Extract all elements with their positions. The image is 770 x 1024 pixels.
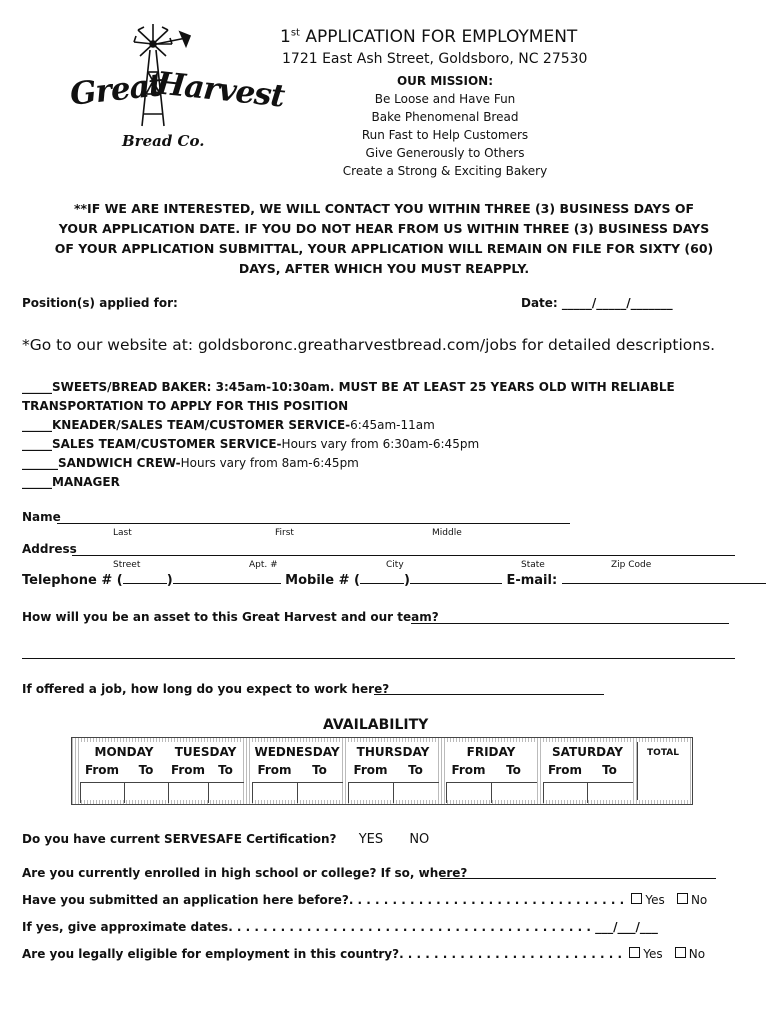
mobile-number-field[interactable] bbox=[410, 583, 502, 584]
monday-from-cell[interactable] bbox=[80, 782, 125, 803]
availability-table bbox=[71, 737, 693, 805]
name-field[interactable] bbox=[57, 523, 570, 524]
name-middle-caption: Middle bbox=[432, 528, 462, 538]
mission-item: Be Loose and Have Fun bbox=[374, 92, 516, 106]
mobile-area-field[interactable] bbox=[360, 583, 404, 584]
length-answer-field[interactable] bbox=[374, 694, 604, 695]
eligible-yes-label: Yes bbox=[643, 947, 663, 961]
wednesday-to-cell[interactable] bbox=[297, 782, 343, 803]
address-city-caption: City bbox=[386, 560, 404, 570]
name-last-caption: Last bbox=[113, 528, 132, 538]
servesafe-question: Do you have current SERVESAFE Certification? bbox=[22, 832, 337, 846]
name-first-caption: First bbox=[275, 528, 294, 538]
asset-answer-field[interactable] bbox=[411, 623, 729, 624]
length-question: If offered a job, how long do you expect to work here? bbox=[22, 682, 390, 696]
eligible-no-label: No bbox=[688, 947, 706, 961]
day-tuesday: TUESDAY From To bbox=[168, 742, 243, 800]
submitted-no-label: No bbox=[690, 893, 708, 907]
dates-row bbox=[22, 920, 658, 934]
monday-to-cell[interactable] bbox=[124, 782, 169, 803]
submitted-question: Have you submitted an application here before?. . . . . . . . . . . . . . . . . . . . . . . . . . . . . . . . bbox=[22, 893, 625, 907]
store-address: 1721 East Ash Street, Goldsboro, NC 27530 bbox=[282, 51, 588, 67]
wednesday-from-cell[interactable] bbox=[252, 782, 298, 803]
email-field[interactable] bbox=[562, 583, 766, 584]
tuesday-from-cell[interactable] bbox=[168, 782, 209, 803]
mission-item: Create a Strong & Exciting Bakery bbox=[342, 164, 548, 178]
position-sales[interactable]: _____SALES TEAM/CUSTOMER SERVICE-Hours vary from 6:30am-6:45pm bbox=[22, 437, 480, 451]
positions-label: Position(s) applied for: bbox=[22, 296, 178, 310]
day-friday: FRIDAY From To bbox=[446, 742, 536, 800]
submitted-yes-label: Yes bbox=[645, 893, 665, 907]
position-sandwich[interactable]: ______SANDWICH CREW-Hours vary from 8am-6:45pm bbox=[22, 456, 359, 470]
date-field[interactable]: Date: _____/_____/_______ bbox=[521, 296, 673, 310]
mobile-label: Mobile # ( bbox=[285, 573, 360, 588]
great-harvest-logo bbox=[68, 22, 286, 152]
email-label: E-mail: bbox=[506, 573, 558, 588]
asset-answer-field-2[interactable] bbox=[22, 658, 735, 659]
eligible-row bbox=[22, 947, 705, 961]
logo-name-1: Great bbox=[68, 67, 164, 113]
enrolled-answer-field[interactable] bbox=[440, 878, 716, 879]
address-street-caption: Street bbox=[113, 560, 141, 570]
position-sweets[interactable]: _____SWEETS/BREAD BAKER: 3:45am-10:30am. MUST BE AT LEAST 25 YEARS OLD WITH RELIABLE bbox=[22, 380, 675, 394]
position-sweets-note: TRANSPORTATION TO APPLY FOR THIS POSITION bbox=[22, 399, 349, 413]
submitted-yes-checkbox[interactable] bbox=[631, 893, 642, 904]
submitted-no-checkbox[interactable] bbox=[677, 893, 688, 904]
submitted-row bbox=[22, 893, 707, 907]
logo-name-2: Harvest bbox=[154, 65, 286, 115]
address-label: Address bbox=[22, 542, 77, 556]
mission-item: Run Fast to Help Customers bbox=[361, 128, 529, 142]
dates-field[interactable]: ___/___/___ bbox=[595, 920, 658, 934]
thursday-to-cell[interactable] bbox=[393, 782, 439, 803]
availability-title: AVAILABILITY bbox=[323, 717, 429, 733]
servesafe-yes[interactable]: YES bbox=[358, 832, 384, 847]
telephone-label: Telephone # ( bbox=[22, 573, 123, 588]
mission-item: Bake Phenomenal Bread bbox=[371, 110, 519, 124]
name-label: Name bbox=[22, 510, 61, 524]
day-saturday: SATURDAY From To bbox=[543, 742, 632, 800]
friday-from-cell[interactable] bbox=[446, 782, 492, 803]
mission-item: Give Generously to Others bbox=[365, 146, 525, 160]
address-zip-caption: Zip Code bbox=[611, 560, 652, 570]
asset-question: How will you be an asset to this Great Harvest and our team? bbox=[22, 610, 439, 624]
address-apt-caption: Apt. # bbox=[249, 560, 278, 570]
day-thursday: THURSDAY From To bbox=[348, 742, 438, 800]
address-field[interactable] bbox=[72, 555, 735, 556]
dates-question: If yes, give approximate dates. . . . . . . . . . . . . . . . . . . . . . . . . . . . . . . . . . . . . . . . . . bbox=[22, 920, 591, 934]
eligible-yes-checkbox[interactable] bbox=[629, 947, 640, 958]
tuesday-to-cell[interactable] bbox=[208, 782, 244, 803]
notice-block: **IF WE ARE INTERESTED, WE WILL CONTACT YOU WITHIN THREE (3) BUSINESS DAYS OF YOUR APPLICATION DATE. IF YOU DO NOT HEAR FROM US WITHIN THREE (3) BUSINESS DAYS OF YOUR APPLICATION SUBMITTAL, YOUR APPLICATION WILL REMAIN ON FILE FOR SIXTY (60) DAYS, AFTER WHICH YOU MUST REAPPLY. bbox=[54, 201, 714, 276]
position-kneader[interactable]: _____KNEADER/SALES TEAM/CUSTOMER SERVICE-6:45am-11am bbox=[22, 418, 435, 432]
logo-subtitle: Bread Co. bbox=[122, 132, 205, 150]
position-list bbox=[22, 378, 675, 492]
phone-row: Telephone # ( ) Mobile # ( ) E-mail: bbox=[22, 573, 766, 588]
thursday-from-cell[interactable] bbox=[348, 782, 394, 803]
day-monday: MONDAY From To bbox=[80, 742, 168, 800]
enrolled-question: Are you currently enrolled in high school or college? If so, where? bbox=[22, 866, 468, 880]
day-wednesday: WEDNESDAY From To bbox=[252, 742, 342, 800]
friday-to-cell[interactable] bbox=[491, 782, 537, 803]
page-title: 1st APPLICATION FOR EMPLOYMENT bbox=[280, 27, 578, 47]
address-state-caption: State bbox=[521, 560, 545, 570]
servesafe-no[interactable]: NO bbox=[409, 832, 430, 847]
saturday-from-cell[interactable] bbox=[543, 782, 588, 803]
website-note: *Go to our website at: goldsboronc.greatharvestbread.com/jobs for detailed descriptions. bbox=[22, 336, 716, 354]
servesafe-row bbox=[22, 832, 429, 847]
eligible-no-checkbox[interactable] bbox=[675, 947, 686, 958]
eligible-question: Are you legally eligible for employment in this country?. . . . . . . . . . . . . . . . . . . . . . . . . . bbox=[22, 947, 623, 961]
mission-block bbox=[320, 72, 570, 180]
telephone-area-field[interactable] bbox=[123, 583, 167, 584]
saturday-to-cell[interactable] bbox=[587, 782, 633, 803]
telephone-number-field[interactable] bbox=[173, 583, 281, 584]
mission-title: OUR MISSION: bbox=[396, 74, 494, 88]
position-manager[interactable]: _____MANAGER bbox=[22, 475, 120, 489]
total-column[interactable]: TOTAL bbox=[637, 742, 688, 800]
